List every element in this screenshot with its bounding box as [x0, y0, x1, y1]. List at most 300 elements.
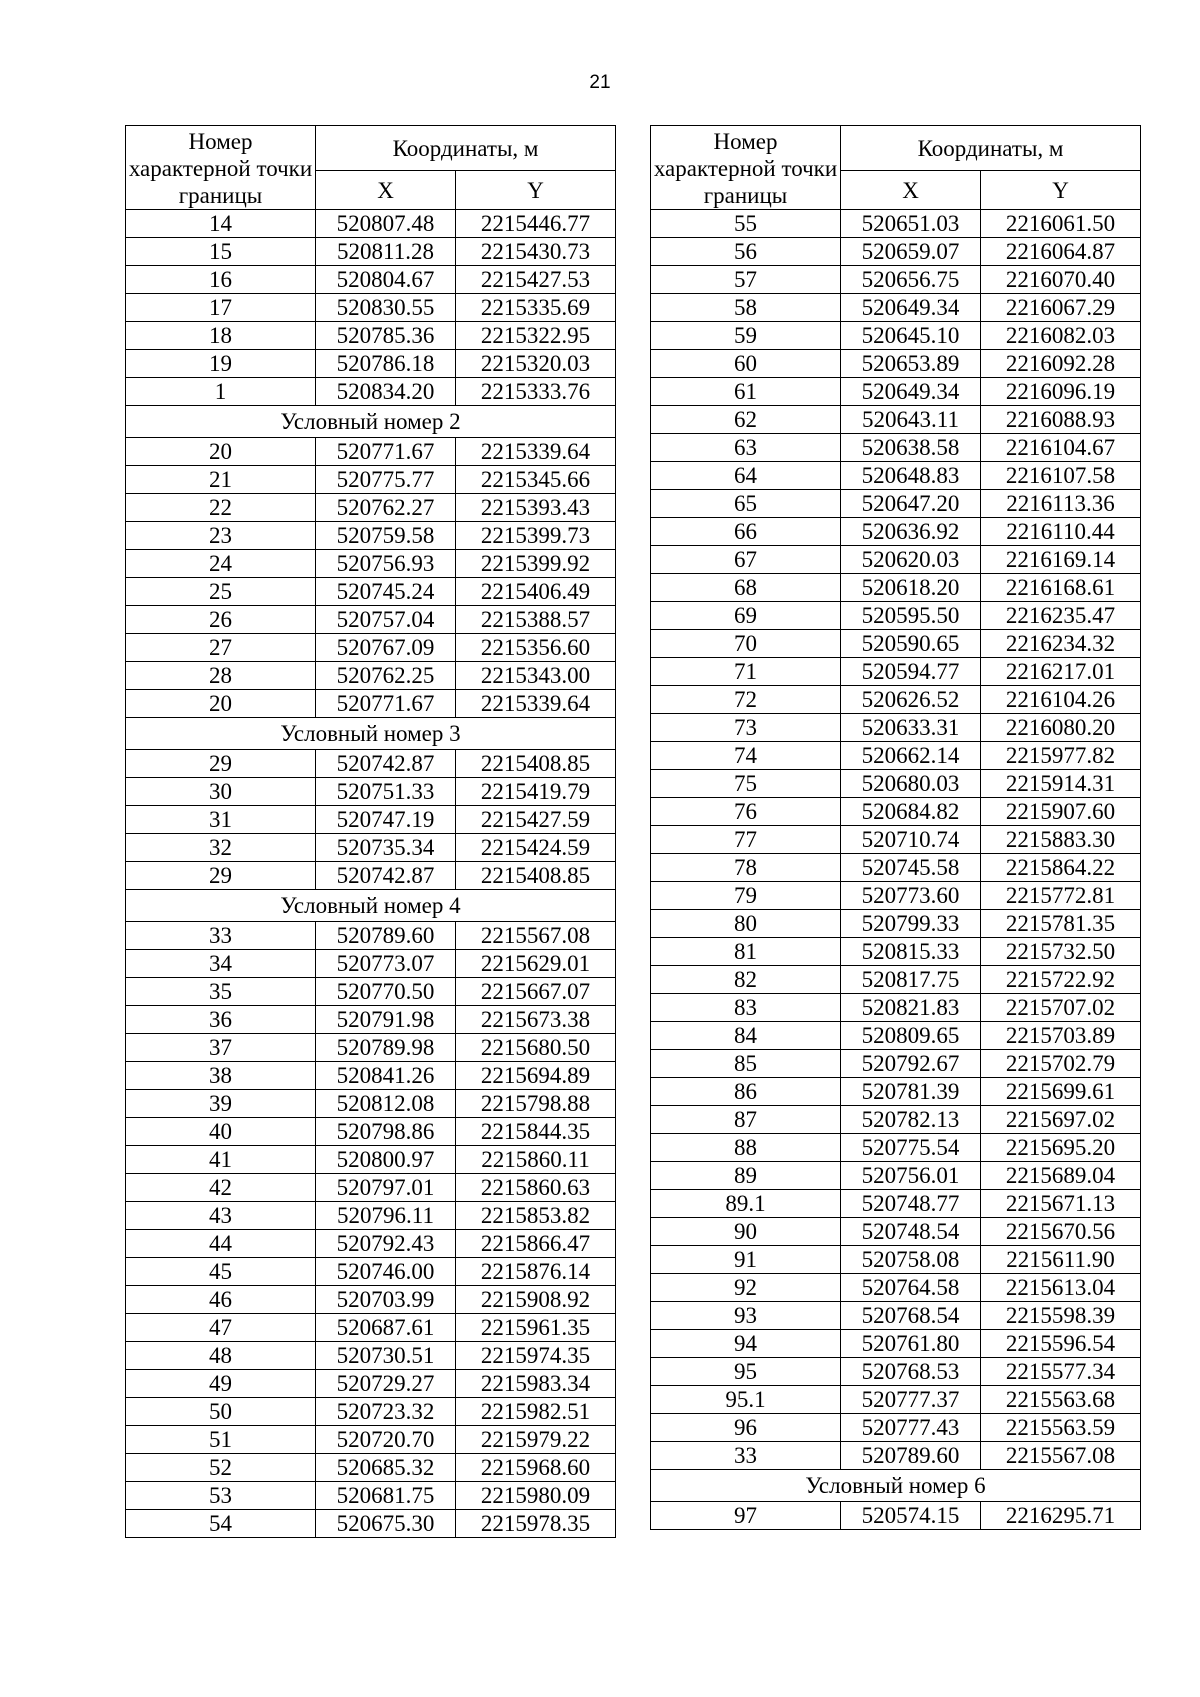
point-number-cell: 64 [651, 462, 841, 490]
x-coordinate-cell: 520649.34 [841, 294, 981, 322]
coordinates-header: Координаты, м [316, 126, 616, 171]
x-coordinate-cell: 520804.67 [316, 266, 456, 294]
x-coordinate-cell: 520590.65 [841, 630, 981, 658]
table-row [126, 350, 616, 378]
table-row [651, 770, 1141, 798]
x-coordinate-cell: 520687.61 [316, 1314, 456, 1342]
y-coordinate-cell: 2215866.47 [456, 1230, 616, 1258]
x-coordinate-cell: 520620.03 [841, 546, 981, 574]
point-number-cell: 24 [126, 550, 316, 578]
point-number-cell: 32 [126, 834, 316, 862]
x-coordinate-cell: 520773.07 [316, 950, 456, 978]
table-row [651, 910, 1141, 938]
point-number-cell: 55 [651, 210, 841, 238]
y-coordinate-cell: 2216234.32 [981, 630, 1141, 658]
point-number-cell: 95.1 [651, 1386, 841, 1414]
x-coordinate-cell: 520729.27 [316, 1370, 456, 1398]
y-coordinate-cell: 2215430.73 [456, 238, 616, 266]
point-number-cell: 97 [651, 1502, 841, 1530]
y-coordinate-cell: 2216169.14 [981, 546, 1141, 574]
y-coordinate-cell: 2216092.28 [981, 350, 1141, 378]
x-coordinate-cell: 520811.28 [316, 238, 456, 266]
y-coordinate-cell: 2216295.71 [981, 1502, 1141, 1530]
x-coordinate-cell: 520636.92 [841, 518, 981, 546]
table-row [651, 938, 1141, 966]
point-number-cell: 26 [126, 606, 316, 634]
table-row [126, 578, 616, 606]
point-number-cell: 85 [651, 1050, 841, 1078]
y-coordinate-cell: 2216107.58 [981, 462, 1141, 490]
point-number-cell: 22 [126, 494, 316, 522]
y-coordinate-cell: 2215982.51 [456, 1398, 616, 1426]
point-number-cell: 60 [651, 350, 841, 378]
point-number-cell: 89 [651, 1162, 841, 1190]
point-number-cell: 83 [651, 994, 841, 1022]
table-row [126, 294, 616, 322]
table-row [126, 978, 616, 1006]
point-number-cell: 73 [651, 714, 841, 742]
table-row [126, 862, 616, 890]
coordinates-table-right [650, 125, 1141, 1530]
table-row [126, 210, 616, 238]
y-coordinate-cell: 2215322.95 [456, 322, 616, 350]
x-coordinate-cell: 520797.01 [316, 1174, 456, 1202]
y-coordinate-cell: 2215670.56 [981, 1218, 1141, 1246]
table-row [126, 1146, 616, 1174]
table-row [126, 1230, 616, 1258]
x-coordinate-cell: 520812.08 [316, 1090, 456, 1118]
table-row [126, 1342, 616, 1370]
x-coordinate-cell: 520648.83 [841, 462, 981, 490]
x-coordinate-cell: 520748.54 [841, 1218, 981, 1246]
x-coordinate-cell: 520681.75 [316, 1482, 456, 1510]
x-coordinate-cell: 520703.99 [316, 1286, 456, 1314]
y-coordinate-cell: 2216082.03 [981, 322, 1141, 350]
point-number-cell: 61 [651, 378, 841, 406]
y-coordinate-cell: 2215408.85 [456, 862, 616, 890]
x-coordinate-cell: 520785.36 [316, 322, 456, 350]
table-row [651, 602, 1141, 630]
y-coordinate-cell: 2215345.66 [456, 466, 616, 494]
x-coordinate-cell: 520771.67 [316, 438, 456, 466]
table-row [651, 1162, 1141, 1190]
y-coordinate-cell: 2216104.26 [981, 686, 1141, 714]
point-number-cell: 30 [126, 778, 316, 806]
y-coordinate-cell: 2216110.44 [981, 518, 1141, 546]
table-row [126, 1426, 616, 1454]
point-number-cell: 88 [651, 1134, 841, 1162]
x-coordinate-cell: 520574.15 [841, 1502, 981, 1530]
x-coordinate-cell: 520792.67 [841, 1050, 981, 1078]
y-coordinate-cell: 2215611.90 [981, 1246, 1141, 1274]
x-coordinate-cell: 520792.43 [316, 1230, 456, 1258]
y-coordinate-cell: 2215914.31 [981, 770, 1141, 798]
x-coordinate-cell: 520768.53 [841, 1358, 981, 1386]
x-coordinate-cell: 520773.60 [841, 882, 981, 910]
y-coordinate-cell: 2215977.82 [981, 742, 1141, 770]
x-coordinate-cell: 520730.51 [316, 1342, 456, 1370]
point-number-cell: 27 [126, 634, 316, 662]
y-coordinate-cell: 2216064.87 [981, 238, 1141, 266]
point-number-cell: 67 [651, 546, 841, 574]
point-number-cell: 16 [126, 266, 316, 294]
y-header: Y [456, 171, 616, 210]
point-number-cell: 54 [126, 1510, 316, 1538]
table-row [126, 1090, 616, 1118]
x-coordinate-cell: 520767.09 [316, 634, 456, 662]
table-row [651, 1358, 1141, 1386]
table-row [126, 1398, 616, 1426]
x-coordinate-cell: 520751.33 [316, 778, 456, 806]
y-coordinate-cell: 2215563.59 [981, 1414, 1141, 1442]
point-number-cell: 87 [651, 1106, 841, 1134]
point-number-header: Номер характерной точки границы [651, 126, 841, 210]
point-number-cell: 63 [651, 434, 841, 462]
point-number-cell: 51 [126, 1426, 316, 1454]
table-row [126, 1174, 616, 1202]
y-coordinate-cell: 2215419.79 [456, 778, 616, 806]
point-number-cell: 53 [126, 1482, 316, 1510]
y-coordinate-cell: 2215567.08 [981, 1442, 1141, 1470]
y-coordinate-cell: 2215333.76 [456, 378, 616, 406]
point-number-cell: 17 [126, 294, 316, 322]
x-coordinate-cell: 520595.50 [841, 602, 981, 630]
point-number-cell: 48 [126, 1342, 316, 1370]
point-number-cell: 68 [651, 574, 841, 602]
point-number-cell: 71 [651, 658, 841, 686]
point-number-cell: 25 [126, 578, 316, 606]
x-coordinate-cell: 520638.58 [841, 434, 981, 462]
x-coordinate-cell: 520675.30 [316, 1510, 456, 1538]
y-coordinate-cell: 2215343.00 [456, 662, 616, 690]
y-coordinate-cell: 2216096.19 [981, 378, 1141, 406]
point-number-cell: 74 [651, 742, 841, 770]
table-row [126, 466, 616, 494]
point-number-cell: 28 [126, 662, 316, 690]
table-row [651, 798, 1141, 826]
table-row [126, 378, 616, 406]
x-coordinate-cell: 520789.60 [316, 922, 456, 950]
point-number-cell: 34 [126, 950, 316, 978]
x-coordinate-cell: 520756.93 [316, 550, 456, 578]
x-coordinate-cell: 520746.00 [316, 1258, 456, 1286]
section-row [126, 890, 616, 922]
point-number-cell: 33 [651, 1442, 841, 1470]
y-coordinate-cell: 2215320.03 [456, 350, 616, 378]
point-number-cell: 72 [651, 686, 841, 714]
x-coordinate-cell: 520662.14 [841, 742, 981, 770]
x-coordinate-cell: 520659.07 [841, 238, 981, 266]
y-coordinate-cell: 2215339.64 [456, 690, 616, 718]
table-row [651, 434, 1141, 462]
table-row [651, 854, 1141, 882]
table-row [651, 742, 1141, 770]
x-coordinate-cell: 520841.26 [316, 1062, 456, 1090]
table-row [126, 606, 616, 634]
coordinates-header: Координаты, м [841, 126, 1141, 171]
x-coordinate-cell: 520742.87 [316, 862, 456, 890]
y-coordinate-cell: 2215781.35 [981, 910, 1141, 938]
x-coordinate-cell: 520647.20 [841, 490, 981, 518]
table-row [651, 966, 1141, 994]
x-coordinate-cell: 520649.34 [841, 378, 981, 406]
x-header: X [841, 171, 981, 210]
point-number-cell: 21 [126, 466, 316, 494]
y-coordinate-cell: 2215339.64 [456, 438, 616, 466]
table-row [651, 294, 1141, 322]
x-coordinate-cell: 520782.13 [841, 1106, 981, 1134]
table-row [126, 494, 616, 522]
x-coordinate-cell: 520830.55 [316, 294, 456, 322]
x-coordinate-cell: 520626.52 [841, 686, 981, 714]
table-row [651, 1078, 1141, 1106]
table-row [126, 750, 616, 778]
x-coordinate-cell: 520791.98 [316, 1006, 456, 1034]
point-number-cell: 90 [651, 1218, 841, 1246]
y-coordinate-cell: 2215968.60 [456, 1454, 616, 1482]
point-number-cell: 62 [651, 406, 841, 434]
y-coordinate-cell: 2215406.49 [456, 578, 616, 606]
table-row [126, 662, 616, 690]
x-coordinate-cell: 520786.18 [316, 350, 456, 378]
x-coordinate-cell: 520821.83 [841, 994, 981, 1022]
point-number-cell: 39 [126, 1090, 316, 1118]
x-coordinate-cell: 520777.37 [841, 1386, 981, 1414]
x-coordinate-cell: 520756.01 [841, 1162, 981, 1190]
point-number-cell: 77 [651, 826, 841, 854]
y-coordinate-cell: 2215388.57 [456, 606, 616, 634]
point-number-cell: 66 [651, 518, 841, 546]
table-row [651, 1218, 1141, 1246]
x-coordinate-cell: 520633.31 [841, 714, 981, 742]
table-row [651, 994, 1141, 1022]
x-coordinate-cell: 520800.97 [316, 1146, 456, 1174]
y-coordinate-cell: 2215860.63 [456, 1174, 616, 1202]
point-number-header: Номер характерной точки границы [126, 126, 316, 210]
point-number-cell: 76 [651, 798, 841, 826]
x-coordinate-cell: 520720.70 [316, 1426, 456, 1454]
point-number-cell: 40 [126, 1118, 316, 1146]
point-number-cell: 69 [651, 602, 841, 630]
point-number-cell: 49 [126, 1370, 316, 1398]
table-row [126, 778, 616, 806]
y-coordinate-cell: 2215673.38 [456, 1006, 616, 1034]
x-coordinate-cell: 520789.98 [316, 1034, 456, 1062]
table-row [651, 1134, 1141, 1162]
y-coordinate-cell: 2216088.93 [981, 406, 1141, 434]
table-row [126, 266, 616, 294]
y-coordinate-cell: 2216168.61 [981, 574, 1141, 602]
coordinates-body-right [651, 210, 1141, 1530]
table-row [126, 322, 616, 350]
point-number-cell: 84 [651, 1022, 841, 1050]
point-number-cell: 20 [126, 438, 316, 466]
table-row [651, 1386, 1141, 1414]
x-coordinate-cell: 520834.20 [316, 378, 456, 406]
point-number-cell: 46 [126, 1286, 316, 1314]
table-row [651, 1414, 1141, 1442]
section-label: Условный номер 3 [126, 718, 616, 750]
x-coordinate-cell: 520745.24 [316, 578, 456, 606]
y-coordinate-cell: 2215563.68 [981, 1386, 1141, 1414]
x-coordinate-cell: 520771.67 [316, 690, 456, 718]
table-row [651, 1050, 1141, 1078]
x-coordinate-cell: 520653.89 [841, 350, 981, 378]
point-number-cell: 41 [126, 1146, 316, 1174]
section-row [126, 718, 616, 750]
y-coordinate-cell: 2215399.73 [456, 522, 616, 550]
y-coordinate-cell: 2216235.47 [981, 602, 1141, 630]
point-number-cell: 31 [126, 806, 316, 834]
point-number-cell: 70 [651, 630, 841, 658]
point-number-cell: 95 [651, 1358, 841, 1386]
point-number-cell: 80 [651, 910, 841, 938]
x-coordinate-cell: 520656.75 [841, 266, 981, 294]
section-row [126, 406, 616, 438]
y-coordinate-cell: 2215427.53 [456, 266, 616, 294]
point-number-cell: 35 [126, 978, 316, 1006]
point-number-cell: 78 [651, 854, 841, 882]
y-coordinate-cell: 2215694.89 [456, 1062, 616, 1090]
table-row [126, 1118, 616, 1146]
y-coordinate-cell: 2215335.69 [456, 294, 616, 322]
point-number-cell: 79 [651, 882, 841, 910]
table-row [651, 238, 1141, 266]
y-coordinate-cell: 2215883.30 [981, 826, 1141, 854]
x-coordinate-cell: 520789.60 [841, 1442, 981, 1470]
x-coordinate-cell: 520618.20 [841, 574, 981, 602]
table-row [126, 1006, 616, 1034]
point-number-cell: 14 [126, 210, 316, 238]
x-coordinate-cell: 520796.11 [316, 1202, 456, 1230]
y-coordinate-cell: 2215699.61 [981, 1078, 1141, 1106]
table-row [651, 686, 1141, 714]
x-coordinate-cell: 520742.87 [316, 750, 456, 778]
coordinates-table-left [125, 125, 616, 1538]
y-coordinate-cell: 2215629.01 [456, 950, 616, 978]
y-coordinate-cell: 2215695.20 [981, 1134, 1141, 1162]
table-row [126, 922, 616, 950]
point-number-cell: 91 [651, 1246, 841, 1274]
table-row [126, 1202, 616, 1230]
table-row [651, 378, 1141, 406]
x-coordinate-cell: 520777.43 [841, 1414, 981, 1442]
y-coordinate-cell: 2215860.11 [456, 1146, 616, 1174]
table-row [651, 1330, 1141, 1358]
table-row [126, 522, 616, 550]
x-coordinate-cell: 520817.75 [841, 966, 981, 994]
table-row [126, 634, 616, 662]
y-coordinate-cell: 2216061.50 [981, 210, 1141, 238]
table-row [651, 826, 1141, 854]
x-coordinate-cell: 520735.34 [316, 834, 456, 862]
y-coordinate-cell: 2215671.13 [981, 1190, 1141, 1218]
point-number-cell: 36 [126, 1006, 316, 1034]
table-row [651, 462, 1141, 490]
point-number-cell: 1 [126, 378, 316, 406]
point-number-cell: 58 [651, 294, 841, 322]
point-number-cell: 45 [126, 1258, 316, 1286]
table-row [651, 1502, 1141, 1530]
section-label: Условный номер 2 [126, 406, 616, 438]
x-coordinate-cell: 520680.03 [841, 770, 981, 798]
table-row [651, 406, 1141, 434]
y-coordinate-cell: 2216080.20 [981, 714, 1141, 742]
coordinates-body-left [126, 210, 616, 1538]
x-coordinate-cell: 520762.27 [316, 494, 456, 522]
point-number-cell: 47 [126, 1314, 316, 1342]
y-coordinate-cell: 2215408.85 [456, 750, 616, 778]
x-coordinate-cell: 520762.25 [316, 662, 456, 690]
table-row [126, 690, 616, 718]
x-coordinate-cell: 520799.33 [841, 910, 981, 938]
y-coordinate-cell: 2215356.60 [456, 634, 616, 662]
y-coordinate-cell: 2215427.59 [456, 806, 616, 834]
point-number-cell: 15 [126, 238, 316, 266]
table-row [126, 1034, 616, 1062]
y-coordinate-cell: 2215707.02 [981, 994, 1141, 1022]
table-row [651, 266, 1141, 294]
table-row [126, 1258, 616, 1286]
y-coordinate-cell: 2215702.79 [981, 1050, 1141, 1078]
table-row [651, 1246, 1141, 1274]
y-coordinate-cell: 2215446.77 [456, 210, 616, 238]
point-number-cell: 29 [126, 750, 316, 778]
y-coordinate-cell: 2215853.82 [456, 1202, 616, 1230]
section-label: Условный номер 6 [651, 1470, 1141, 1502]
x-coordinate-cell: 520745.58 [841, 854, 981, 882]
y-coordinate-cell: 2215798.88 [456, 1090, 616, 1118]
y-coordinate-cell: 2216217.01 [981, 658, 1141, 686]
x-coordinate-cell: 520761.80 [841, 1330, 981, 1358]
y-coordinate-cell: 2215722.92 [981, 966, 1141, 994]
section-row [651, 1470, 1141, 1502]
point-number-cell: 94 [651, 1330, 841, 1358]
y-coordinate-cell: 2216067.29 [981, 294, 1141, 322]
y-coordinate-cell: 2215680.50 [456, 1034, 616, 1062]
x-coordinate-cell: 520748.77 [841, 1190, 981, 1218]
table-row [651, 1190, 1141, 1218]
y-coordinate-cell: 2215613.04 [981, 1274, 1141, 1302]
y-coordinate-cell: 2215689.04 [981, 1162, 1141, 1190]
point-number-cell: 96 [651, 1414, 841, 1442]
table-row [651, 882, 1141, 910]
x-coordinate-cell: 520758.08 [841, 1246, 981, 1274]
point-number-cell: 57 [651, 266, 841, 294]
x-coordinate-cell: 520710.74 [841, 826, 981, 854]
y-coordinate-cell: 2215596.54 [981, 1330, 1141, 1358]
y-coordinate-cell: 2215978.35 [456, 1510, 616, 1538]
point-number-cell: 65 [651, 490, 841, 518]
y-coordinate-cell: 2215907.60 [981, 798, 1141, 826]
table-row [126, 1314, 616, 1342]
table-row [126, 1510, 616, 1538]
x-coordinate-cell: 520768.54 [841, 1302, 981, 1330]
y-coordinate-cell: 2215598.39 [981, 1302, 1141, 1330]
point-number-cell: 50 [126, 1398, 316, 1426]
table-row [126, 950, 616, 978]
y-coordinate-cell: 2215844.35 [456, 1118, 616, 1146]
y-coordinate-cell: 2215393.43 [456, 494, 616, 522]
section-label: Условный номер 4 [126, 890, 616, 922]
point-number-cell: 81 [651, 938, 841, 966]
x-coordinate-cell: 520759.58 [316, 522, 456, 550]
table-row [126, 834, 616, 862]
table-row [651, 1442, 1141, 1470]
y-coordinate-cell: 2215424.59 [456, 834, 616, 862]
y-coordinate-cell: 2215876.14 [456, 1258, 616, 1286]
x-coordinate-cell: 520685.32 [316, 1454, 456, 1482]
